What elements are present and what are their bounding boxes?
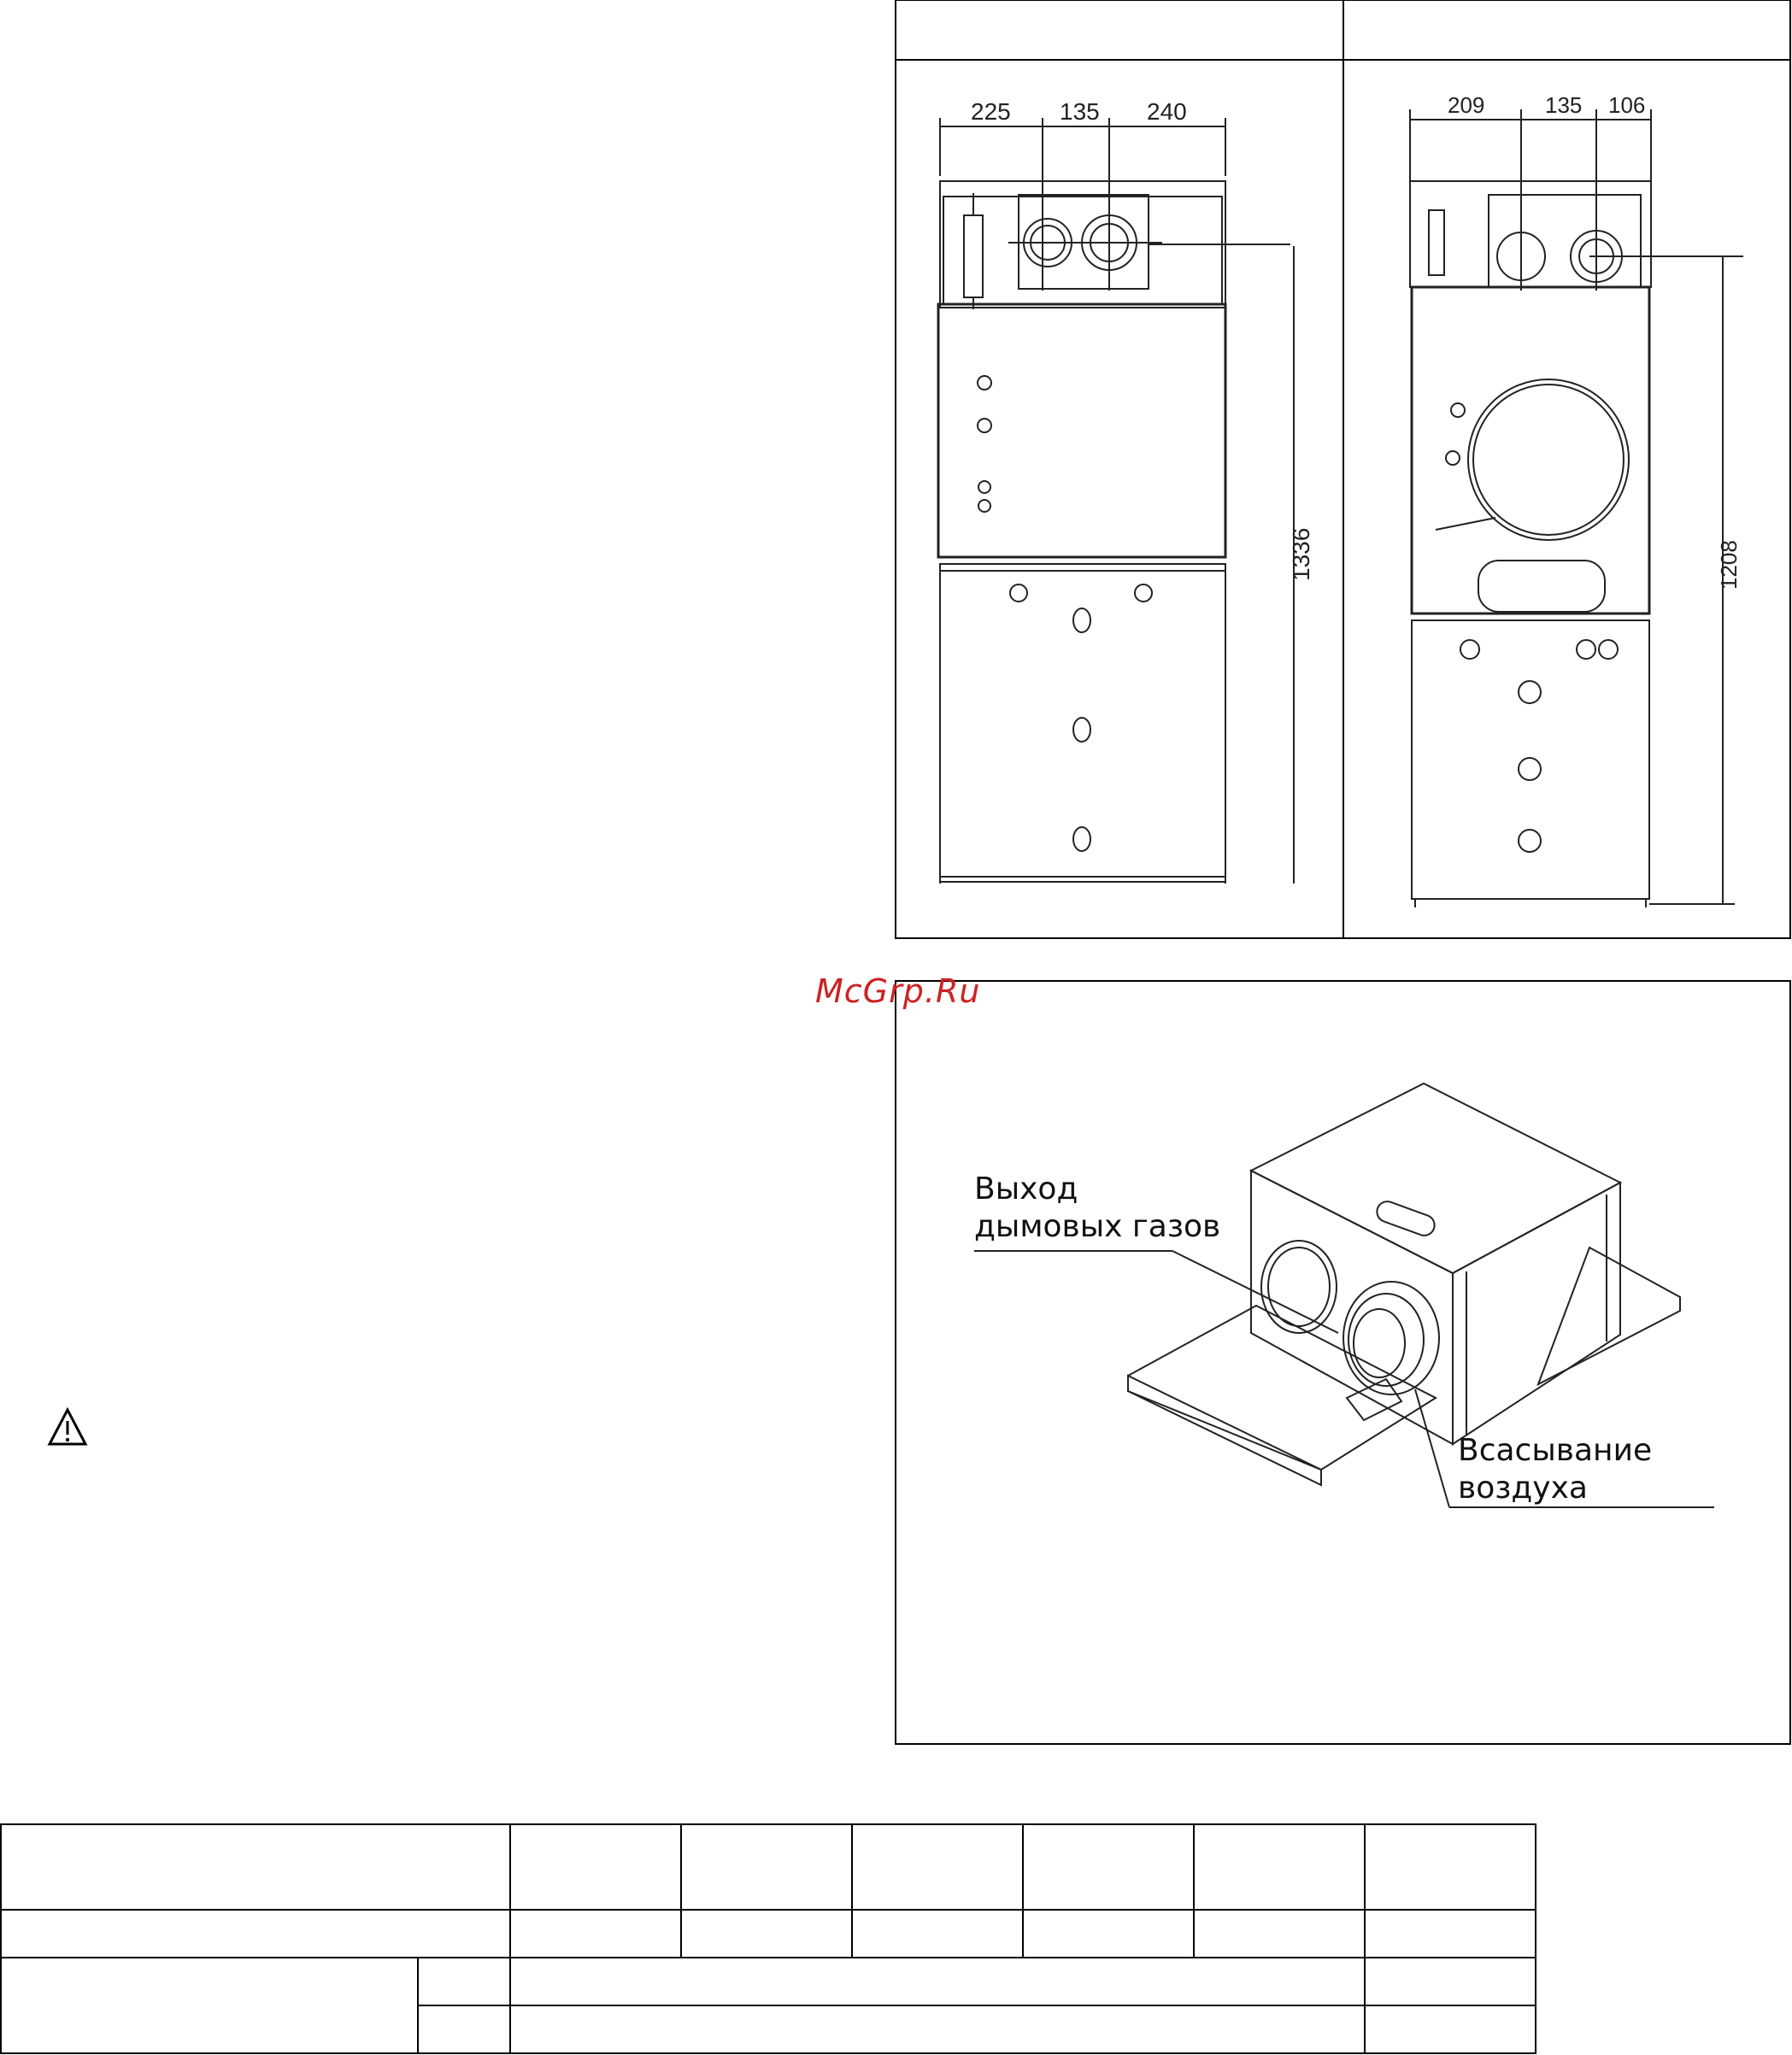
dim-209: 209 xyxy=(1448,92,1485,118)
table-row xyxy=(1,1824,1536,1910)
table-cell xyxy=(681,1910,852,1958)
warning-triangle-icon xyxy=(50,1410,85,1444)
table-cell xyxy=(1194,1824,1365,1910)
dim-106: 106 xyxy=(1608,92,1646,118)
table-cell xyxy=(510,1910,681,1958)
table-cell xyxy=(1,1910,510,1958)
table-cell xyxy=(1194,1910,1365,1958)
table-cell xyxy=(418,2005,510,2053)
dims-left-text xyxy=(971,98,1314,581)
dim-135: 135 xyxy=(1060,98,1100,125)
table-cell xyxy=(1365,1910,1536,1958)
boiler-front-view-right xyxy=(1410,109,1743,907)
table-cell xyxy=(418,1958,510,2005)
dims-right-text xyxy=(1448,92,1742,590)
spec-table xyxy=(0,1823,1536,2054)
table-cell xyxy=(1365,2005,1536,2053)
dim-135-right: 135 xyxy=(1545,92,1583,118)
table-cell xyxy=(1023,1910,1194,1958)
table-cell xyxy=(1365,1958,1536,2005)
table-cell xyxy=(1,1824,510,1910)
label-air-intake xyxy=(1458,1432,1652,1507)
table-cell xyxy=(852,1824,1023,1910)
table-cell xyxy=(510,1958,1365,2005)
label-air-line2: воздуха xyxy=(1458,1471,1588,1506)
dim-225: 225 xyxy=(971,98,1011,125)
front-views-frame xyxy=(896,0,1790,938)
label-air-line1: Всасывание xyxy=(1458,1433,1653,1468)
watermark: McGrp.Ru xyxy=(815,972,981,1010)
table-cell xyxy=(1,1958,418,2053)
label-flue-line2: дымовых газов xyxy=(974,1209,1221,1244)
table-cell xyxy=(510,2005,1365,2053)
label-flue-line1: Выход xyxy=(974,1171,1078,1207)
dim-1336: 1336 xyxy=(1288,527,1314,581)
label-flue-gas-outlet xyxy=(974,1171,1220,1246)
table-cell xyxy=(510,1824,681,1910)
table-cell xyxy=(681,1824,852,1910)
isometric-frame xyxy=(896,981,1790,1744)
table-row xyxy=(1,1910,1536,1958)
dim-240: 240 xyxy=(1147,98,1187,125)
table-row xyxy=(1,1958,1536,2005)
table-cell xyxy=(1365,1824,1536,1910)
dim-1208: 1208 xyxy=(1716,540,1742,590)
table-cell xyxy=(852,1910,1023,1958)
boiler-front-view-left xyxy=(938,118,1294,884)
table-cell xyxy=(1023,1824,1194,1910)
